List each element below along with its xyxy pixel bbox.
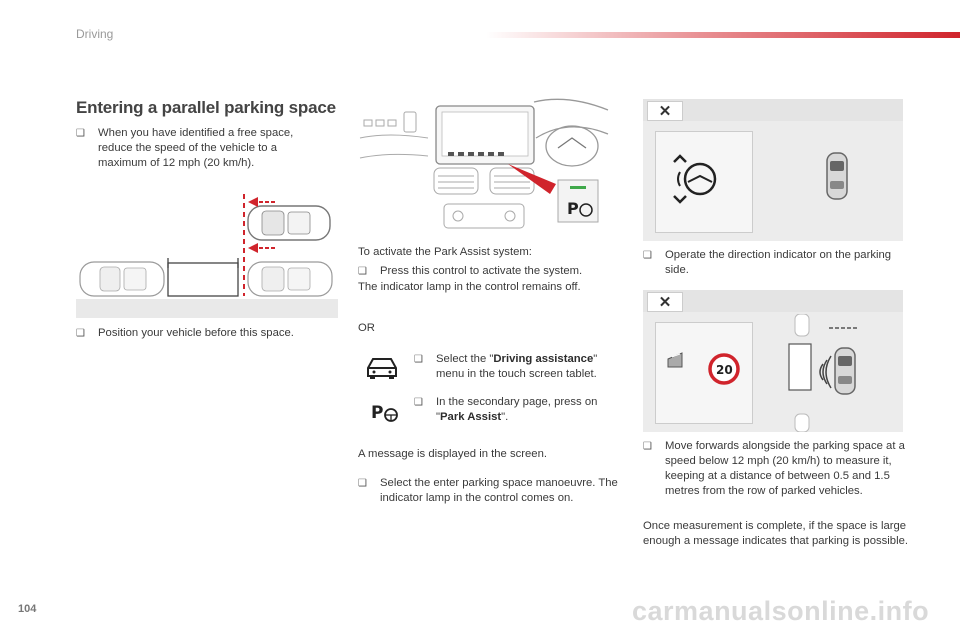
measure-scene <box>763 314 903 432</box>
dashboard-illustration <box>358 98 620 238</box>
bullet-icon: ❑ <box>414 397 423 408</box>
step-select-manoeuvre: ❑ Select the enter parking space manoeuvre. The indicator lamp in the control comes on. <box>358 477 618 504</box>
or-label: OR <box>358 322 375 334</box>
bullet-icon: ❑ <box>358 266 367 277</box>
message-note: A message is displayed in the screen. <box>358 448 548 460</box>
moving-car <box>248 206 330 240</box>
step-position-vehicle: ❑ Position your vehicle before this space. <box>76 327 294 339</box>
parked-car-left <box>80 262 164 296</box>
parked-car-right <box>248 262 332 296</box>
indicator-display <box>655 131 753 233</box>
page-number: 104 <box>18 603 37 615</box>
measurement-complete-note: Once measurement is complete, if the space is large enough a message indicates that parking is possible. <box>643 520 909 547</box>
step-identify-space: ❑ When you have identified a free space, reduce the speed of the vehicle to a maximum of 12 mph (20 km/h). <box>76 127 294 169</box>
bullet-icon: ❑ <box>76 328 85 339</box>
svg-text:P: P <box>371 403 384 423</box>
measure-display <box>655 322 753 424</box>
bullet-icon: ❑ <box>358 478 367 489</box>
bullet-icon: ❑ <box>643 441 652 452</box>
car-icon <box>364 354 400 380</box>
speed-limit-sign: 20 <box>716 363 733 377</box>
bullet-icon: ❑ <box>76 128 85 139</box>
watermark: carmanualsonline.info <box>632 596 930 626</box>
park-assist-icon <box>370 400 402 424</box>
step-direction-indicator: ❑ Operate the direction indicator on the parking side. <box>643 249 892 276</box>
bullet-icon: ❑ <box>414 354 423 365</box>
parking-space-illustration <box>76 188 338 318</box>
section-label: Driving <box>76 27 114 41</box>
indicator-lamp-note: The indicator lamp in the control remains off. <box>358 281 581 293</box>
step-move-forwards: ❑ Move forwards alongside the parking space at a speed below 12 mph (20 km/h) to measure it, keeping at a distance of between 0.5 and 1.5 metres from the row of parked vehicles. <box>643 440 905 497</box>
close-icon: ✕ <box>647 101 683 121</box>
screen-panel-indicator <box>643 99 903 241</box>
header-accent-line <box>486 32 960 38</box>
activate-intro: To activate the Park Assist system: <box>358 246 532 258</box>
page-title: Entering a parallel parking space <box>76 98 336 117</box>
car-top-view-icon <box>825 151 849 206</box>
step-press-control: ❑ Press this control to activate the system. <box>358 265 583 277</box>
bullet-icon: ❑ <box>643 250 652 261</box>
step-select-driving-assistance: ❑ Select the "Driving assistance" menu in the touch screen tablet. <box>414 353 598 380</box>
step-press-park-assist: ❑ In the secondary page, press on "Park Assist". <box>414 396 598 423</box>
park-button-icon: P <box>567 199 579 218</box>
screen-panel-measure <box>643 290 903 432</box>
close-icon: ✕ <box>647 292 683 312</box>
